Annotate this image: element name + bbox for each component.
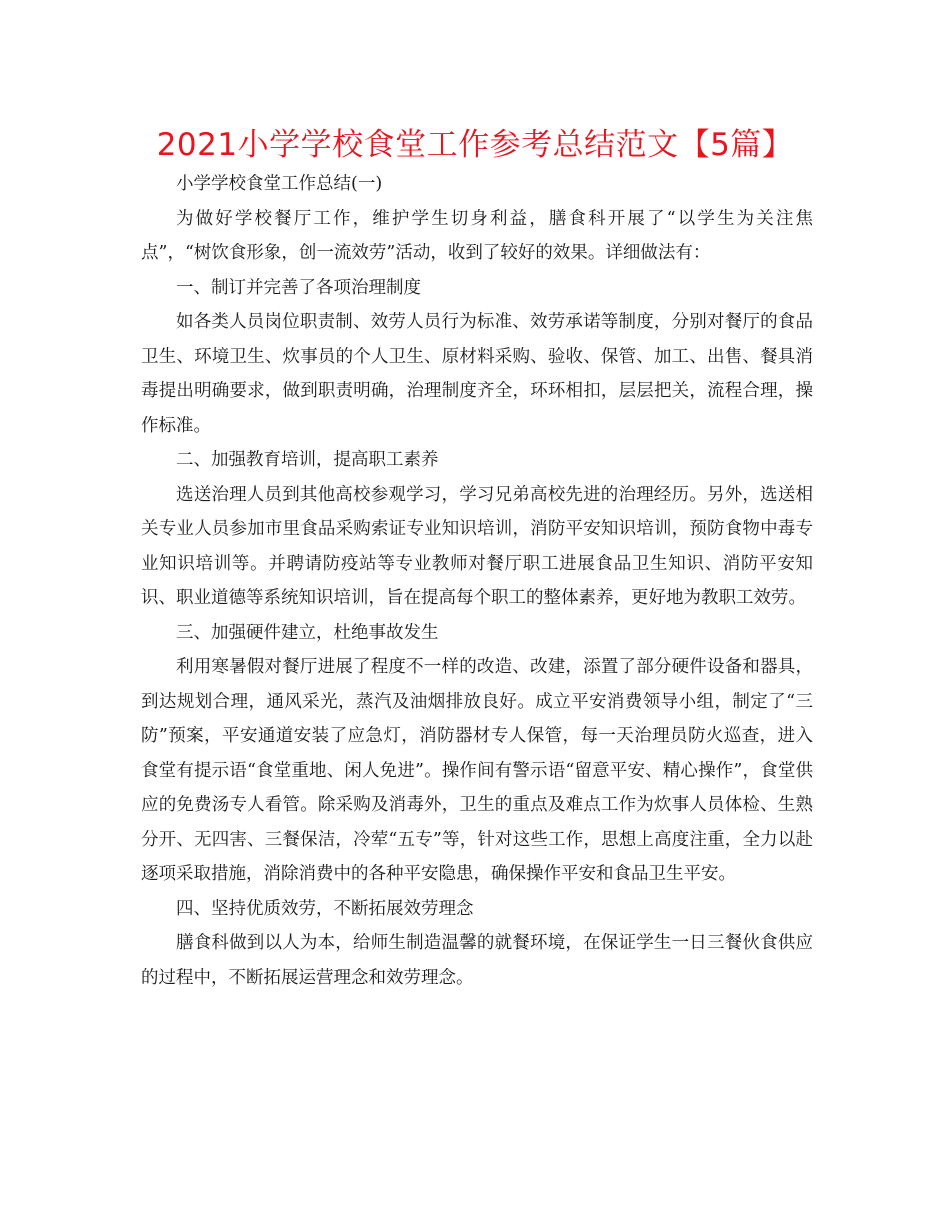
paragraph: 膳食科做到以人为本，给师生制造温馨的就餐环境，在保证学生一日三餐伙食供应的过程中，不断拓展运营理念和效劳理念。 [141, 933, 813, 988]
paragraph: 如各类人员岗位职责制、效劳人员行为标准、效劳承诺等制度，分别对餐厅的食品卫生、环境卫生、炊事员的个人卫生、原材料采购、验收、保管、加工、出售、餐具消毒提出明确要求，做到职责明确，治理制度齐全，环环相扣，层层把关，流程合理，操作标准。 [141, 312, 813, 436]
document-title: 2021小学学校食堂工作参考总结范文【5篇】 [156, 127, 794, 163]
document-body [141, 167, 813, 995]
subheading: 二、加强教育培训，提高职工素养 [176, 450, 439, 470]
subheading: 三、加强硬件建立，杜绝事故发生 [176, 622, 439, 643]
paragraph: 利用寒暑假对餐厅进展了程度不一样的改造、改建，添置了部分硬件设备和器具，到达规划合理，通风采光，蒸汽及油烟排放良好。成立平安消费领导小组，制定了“三防”预案，平安通道安装了应急灯，消防器材专人保管，每一天治理员防火巡查，进入食堂有提示语“食堂重地、闲人免进”。操作间有警示语“留意平安、精心操作”，食堂供应的免费汤专人看管。除采购及消毒外，卫生的重点及难点工作为炊事人员体检、生熟分开、无四害、三餐保洁，冷荤“五专”等，针对这些工作，思想上高度注重，全力以赴逐项采取措施，消除消费中的各种平安隐患，确保操作平安和食品卫生平安。 [141, 657, 813, 884]
paragraph: 选送治理人员到其他高校参观学习，学习兄弟高校先进的治理经历。另外，选送相关专业人员参加市里食品采购索证专业知识培训，消防平安知识培训，预防食物中毒专业知识培训等。并聘请防疫站等专业教师对餐厅职工进展食品卫生知识、消防平安知识、职业道德等系统知识培训，旨在提高每个职工的整体素养，更好地为教职工效劳。 [141, 484, 813, 608]
paragraph: 为做好学校餐厅工作，维护学生切身利益，膳食科开展了“以学生为关注焦点”，“树饮食形象，创一流效劳”活动，收到了较好的效果。详细做法有： [141, 208, 813, 263]
section-heading: 小学学校食堂工作总结(一) [176, 174, 383, 194]
subheading: 四、坚持优质效劳，不断拓展效劳理念 [176, 898, 474, 919]
subheading: 一、制订并完善了各项治理制度 [176, 277, 421, 298]
